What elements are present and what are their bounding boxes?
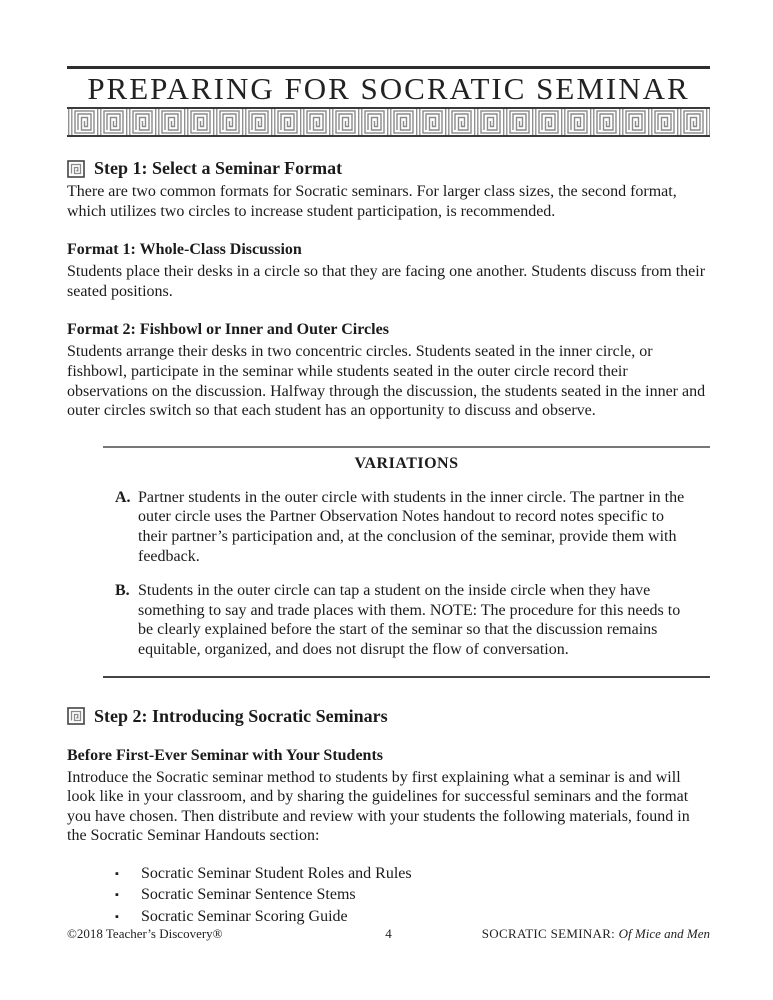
step1-intro: There are two common formats for Socratic seminars. For larger class sizes, the second format, which utilizes two circles to increase student participation, is recommended. [67, 183, 677, 220]
page-title: PREPARING FOR SOCRATIC SEMINAR [87, 71, 690, 106]
page-number: 4 [385, 926, 392, 941]
greek-key-border [67, 109, 710, 135]
handout-item: ▪ Socratic Seminar Student Roles and Rules [115, 863, 710, 885]
handout-item: ▪ Socratic Seminar Sentence Stems [115, 884, 710, 906]
step2-heading [67, 706, 710, 727]
variation-item-b [103, 581, 710, 659]
book-title: Of Mice and Men [618, 926, 710, 941]
page-footer [67, 926, 710, 942]
step1-heading-text: Step 1: Select a Seminar Format [94, 158, 343, 178]
variation-text: Partner students in the outer circle with students in the inner circle. The partner in the outer circle uses the Partner Observation Notes handout to record notes specific to their partner’s participation and, at the conclusion of the seminar, provide them with feedback. [138, 488, 685, 565]
band-bottom-rule [67, 135, 710, 137]
step2-heading-text: Step 2: Introducing Socratic Seminars [94, 705, 388, 726]
step1-heading [67, 158, 710, 179]
format1-heading: Format 1: Whole-Class Discussion [67, 241, 302, 259]
format2-heading: Format 2: Fishbowl or Inner and Outer Circles [67, 321, 389, 339]
handout-item: ▪ Socratic Seminar Scoring Guide [115, 906, 710, 928]
variation-text: Students in the outer circle can tap a student on the inside circle when they have something to say and trade places with them. NOTE: The procedure for this needs to be clearly explained before the start of the seminar so that the discussion remains equitable, organized, and does not disrupt the flow of conversation. [138, 582, 681, 658]
page-content [67, 66, 710, 927]
greek-key-icon [67, 160, 85, 178]
format2-body: Students arrange their desks in two concentric circles. Students seated in the inner circle, or fishbowl, participate in the seminar while students seated in the outer circle record their observations on the discussion. Halfway through the discussion, the students seated in the inner and outer circles switch so that each student has an opportunity to discuss and observe. [67, 343, 706, 420]
variation-label: B. [115, 582, 130, 600]
step2-body: Introduce the Socratic seminar method to students by first explaining what a seminar is and will look like in your classroom, and by sharing the guidelines for successful seminars and the format you have chosen. Then distribute and review with your students the following materials, found in the Socratic Seminar Handouts section: [67, 768, 690, 845]
variation-label: A. [115, 488, 131, 506]
format1-body: Students place their desks in a circle so that they are facing one another. Students discuss from their seated positions. [67, 263, 706, 300]
greek-key-icon [67, 707, 85, 725]
masthead [67, 66, 710, 137]
copyright-text: ©2018 Teacher’s Discovery® [67, 926, 223, 941]
series-name: SOCRATIC SEMINAR: [481, 926, 619, 941]
variations-heading: VARIATIONS [354, 454, 459, 472]
variations-box [103, 446, 710, 678]
variation-item-a [103, 488, 710, 566]
footer-book-reference [392, 926, 710, 942]
step2-subheading: Before First-Ever Seminar with Your Students [67, 746, 383, 764]
handout-list [67, 863, 710, 928]
